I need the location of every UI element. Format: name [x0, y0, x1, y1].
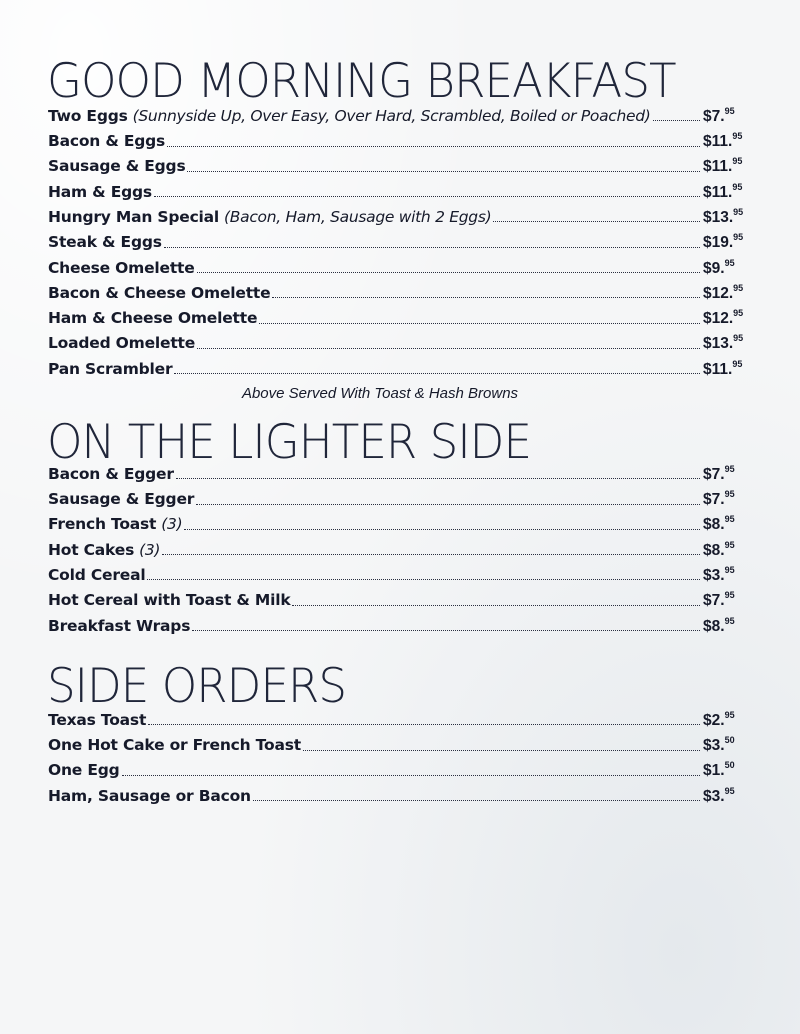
price-dollars: $12. — [703, 310, 734, 328]
price-dollars: $19. — [703, 234, 734, 252]
menu-item-price — [703, 157, 753, 175]
price-cents: 95 — [732, 358, 743, 369]
dot-leader — [184, 529, 700, 530]
dot-leader — [259, 323, 700, 324]
menu-item-name: Bacon & Egger — [48, 464, 174, 483]
dot-leader — [147, 579, 700, 580]
menu-item-name: Loaded Omelette — [48, 334, 196, 353]
price-cents: 50 — [724, 735, 735, 746]
menu-item-description: (3) — [161, 515, 183, 534]
menu-item-name: Bacon & Cheese Omelette — [48, 283, 271, 302]
price-cents: 95 — [724, 463, 735, 474]
menu-item — [48, 457, 753, 482]
menu-item-name: Bacon & Eggs — [48, 132, 166, 151]
price-cents: 95 — [732, 156, 743, 167]
menu-item-price — [703, 233, 753, 251]
menu-item — [48, 251, 753, 276]
price-dollars: $3. — [703, 787, 725, 805]
menu-item — [48, 609, 753, 634]
price-cents: 95 — [733, 282, 744, 293]
menu-item-price — [703, 465, 753, 483]
price-dollars: $8. — [703, 617, 725, 635]
menu-item-price — [703, 617, 753, 635]
price-dollars: $12. — [703, 284, 734, 302]
dot-leader — [253, 800, 700, 801]
menu-item-price — [703, 183, 753, 201]
menu-item-price — [703, 360, 753, 378]
served-with-note: Above Served With Toast & Hash Browns — [241, 385, 519, 402]
dot-leader — [122, 775, 701, 776]
section-title-side-orders: SIDE ORDERS — [47, 659, 347, 714]
price-cents: 95 — [733, 206, 744, 217]
menu-item — [48, 508, 753, 533]
menu-item — [48, 779, 753, 804]
menu-item — [48, 754, 753, 779]
dot-leader — [162, 554, 700, 555]
menu-item-name: Pan Scrambler — [48, 359, 173, 378]
menu-item — [48, 225, 753, 250]
price-dollars: $7. — [703, 465, 725, 483]
side-orders-list — [48, 703, 753, 804]
menu-item-description: (Bacon, Ham, Sausage with 2 Eggs) — [224, 207, 492, 226]
dot-leader — [303, 750, 700, 751]
menu-item-price — [703, 107, 753, 125]
dot-leader — [167, 146, 700, 147]
menu-item-price — [703, 132, 753, 150]
menu-item-price — [703, 259, 753, 277]
section-title-breakfast: GOOD MORNING BREAKFAST — [47, 54, 676, 109]
breakfast-list — [48, 99, 753, 377]
menu-item — [48, 482, 753, 507]
menu-item — [48, 583, 753, 608]
price-dollars: $13. — [703, 208, 734, 226]
dot-leader — [187, 171, 700, 172]
price-dollars: $3. — [703, 566, 725, 584]
menu-item-name: Ham, Sausage or Bacon — [48, 786, 251, 805]
menu-item-name: Sausage & Eggs — [48, 157, 186, 176]
price-dollars: $7. — [703, 592, 725, 610]
price-cents: 50 — [724, 760, 735, 771]
price-cents: 95 — [724, 709, 735, 720]
menu-item-price — [703, 309, 753, 327]
menu-item-name: Hot Cereal with Toast & Milk — [48, 591, 291, 610]
menu-item-price — [703, 284, 753, 302]
price-dollars: $7. — [703, 107, 725, 125]
price-dollars: $11. — [703, 133, 733, 151]
price-cents: 95 — [733, 308, 744, 319]
menu-item-name: French Toast — [48, 515, 157, 534]
price-dollars: $7. — [703, 491, 725, 509]
dot-leader — [174, 373, 700, 374]
menu-item — [48, 728, 753, 753]
menu-item-name: Hot Cakes — [48, 540, 135, 559]
menu-item-name: Ham & Cheese Omelette — [48, 309, 258, 328]
menu-item — [48, 175, 753, 200]
menu-item — [48, 352, 753, 377]
price-cents: 95 — [724, 105, 735, 116]
price-cents: 95 — [724, 257, 735, 268]
menu-item-name: Two Eggs — [48, 106, 128, 125]
menu-item-price — [703, 591, 753, 609]
menu-item-name: Cold Cereal — [48, 565, 146, 584]
price-cents: 95 — [733, 232, 744, 243]
price-cents: 95 — [724, 785, 735, 796]
menu-item-price — [703, 761, 753, 779]
menu-item-price — [703, 334, 753, 352]
menu-item-price — [703, 541, 753, 559]
menu-item-price — [703, 736, 753, 754]
dot-leader — [197, 272, 700, 273]
menu-item-price — [703, 208, 753, 226]
menu-item-name: One Egg — [48, 761, 120, 780]
price-cents: 95 — [724, 564, 735, 575]
price-dollars: $2. — [703, 711, 725, 729]
menu-item-name: Breakfast Wraps — [48, 616, 191, 635]
menu-item — [48, 200, 753, 225]
price-dollars: $8. — [703, 541, 725, 559]
menu-item-name: Ham & Eggs — [48, 182, 152, 201]
dot-leader — [197, 348, 700, 349]
price-dollars: $8. — [703, 516, 725, 534]
price-cents: 95 — [724, 539, 735, 550]
dot-leader — [148, 724, 700, 725]
dot-leader — [192, 630, 700, 631]
price-cents: 95 — [732, 131, 743, 142]
menu-item-name: One Hot Cake or French Toast — [48, 736, 301, 755]
menu-item — [48, 301, 753, 326]
menu-item-name: Sausage & Egger — [48, 490, 195, 509]
price-dollars: $11. — [703, 360, 733, 378]
menu-item-name: Texas Toast — [48, 710, 147, 729]
price-cents: 95 — [724, 514, 735, 525]
menu-item — [48, 533, 753, 558]
price-dollars: $11. — [703, 183, 733, 201]
price-cents: 95 — [724, 590, 735, 601]
lighter-side-list — [48, 457, 753, 634]
price-cents: 95 — [724, 489, 735, 500]
price-cents: 95 — [733, 333, 744, 344]
menu-item — [48, 276, 753, 301]
price-cents: 95 — [732, 181, 743, 192]
menu-item — [48, 558, 753, 583]
menu-item-price — [703, 711, 753, 729]
menu-item — [48, 703, 753, 728]
dot-leader — [292, 605, 700, 606]
menu-item — [48, 99, 753, 124]
menu-item-name: Cheese Omelette — [48, 258, 195, 277]
menu-item-price — [703, 566, 753, 584]
dot-leader — [653, 120, 700, 121]
menu-item — [48, 150, 753, 175]
menu-item-name: Steak & Eggs — [48, 233, 162, 252]
menu-item-description: (3) — [139, 540, 161, 559]
price-cents: 95 — [724, 615, 735, 626]
price-dollars: $1. — [703, 762, 725, 780]
menu-item-price — [703, 787, 753, 805]
menu-item-description: (Sunnyside Up, Over Easy, Over Hard, Scrambled, Boiled or Poached) — [132, 106, 651, 125]
price-dollars: $3. — [703, 737, 725, 755]
menu-item-price — [703, 490, 753, 508]
dot-leader — [164, 247, 700, 248]
price-dollars: $11. — [703, 158, 733, 176]
menu-item — [48, 327, 753, 352]
dot-leader — [154, 196, 700, 197]
dot-leader — [493, 221, 700, 222]
price-dollars: $13. — [703, 335, 734, 353]
dot-leader — [272, 297, 700, 298]
menu-item-price — [703, 515, 753, 533]
dot-leader — [176, 478, 700, 479]
menu-item-name: Hungry Man Special — [48, 207, 220, 226]
price-dollars: $9. — [703, 259, 725, 277]
menu-item — [48, 124, 753, 149]
dot-leader — [196, 504, 700, 505]
section-title-lighter-side: ON THE LIGHTER SIDE — [47, 415, 532, 470]
